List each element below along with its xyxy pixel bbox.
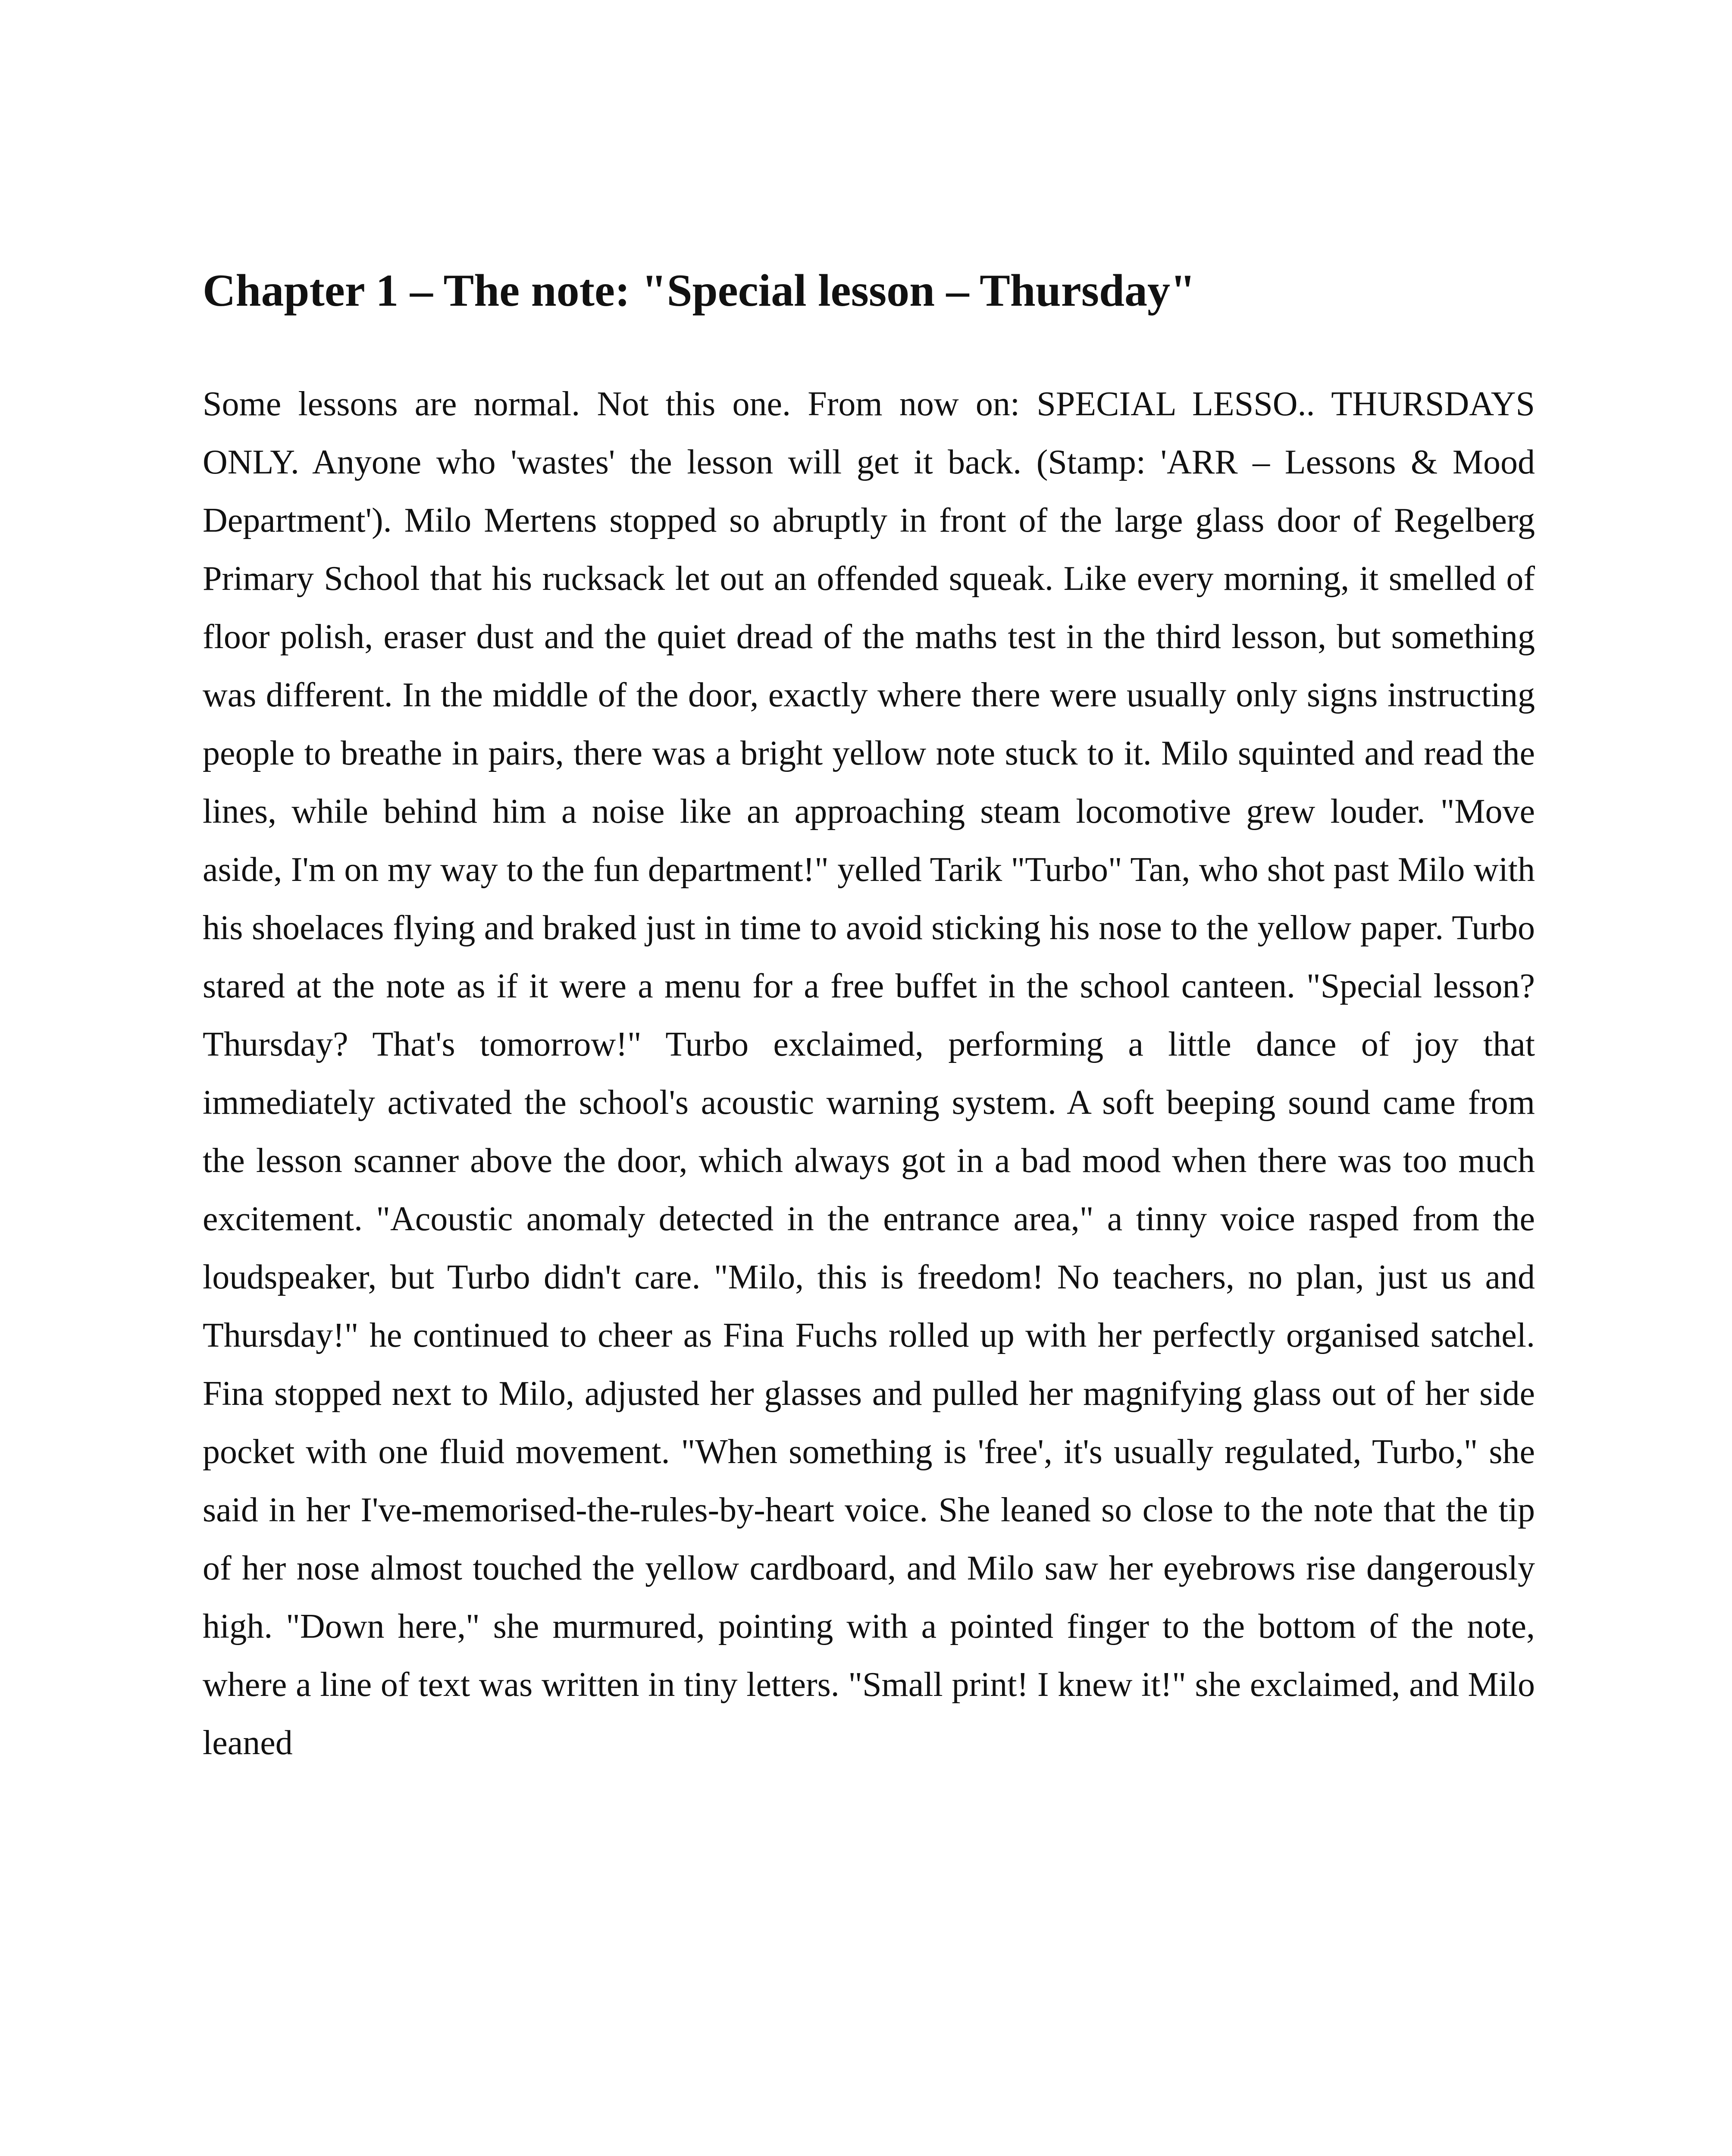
chapter-title: Chapter 1 – The note: "Special lesson – Thursday" [203, 265, 1196, 316]
body-paragraph: Some lessons are normal. Not this one. From now on: SPECIAL LESSO.. THURSDAYS ONLY. Anyone who 'wastes' the lesson will get it back. (Stamp: 'ARR – Lessons & Mood Department'). Milo Mertens stopped so abruptly in front of the large glass door of Regelberg Primary School that his rucksack let out an offended squeak. Like every morning, it smelled of floor polish, eraser dust and the quiet dread of the maths test in the third lesson, but something was different. In the middle of the door, exactly where there were usually only signs instructing people to breathe in pairs, there was a bright yellow note stuck to it. Milo squinted and read the lines, while behind him a noise like an approaching steam locomotive grew louder. "Move aside, I'm on my way to the fun department!" yelled Tarik "Turbo" Tan, who shot past Milo with his shoelaces flying and braked just in time to avoid sticking his nose to the yellow paper. Turbo stared at the note as if it were a menu for a free buffet in the school canteen. "Special lesson? Thursday? That's tomorrow!" Turbo exclaimed, performing a little dance of joy that immediately activated the school's acoustic warning system. A soft beeping sound came from the lesson scanner above the door, which always got in a bad mood when there was too much excitement. "Acoustic anomaly detected in the entrance area," a tinny voice rasped from the loudspeaker, but Turbo didn't care. "Milo, this is freedom! No teachers, no plan, just us and Thursday!" he continued to cheer as Fina Fuchs rolled up with her perfectly organised satchel. Fina stopped next to Milo, adjusted her glasses and pulled her magnifying glass out of her side pocket with one fluid movement. "When something is 'free', it's usually regulated, Turbo," she said in her I've-memorised-the-rules-by-heart voice. She leaned so close to the note that the tip of her nose almost touched the yellow cardboard, and Milo saw her eyebrows rise dangerously high. "Down here," she murmured, pointing with a pointed finger to the bottom of the note, where a line of text was written in tiny letters. "Small print! I knew it!" she exclaimed, and Milo leaned [203, 385, 1535, 1762]
